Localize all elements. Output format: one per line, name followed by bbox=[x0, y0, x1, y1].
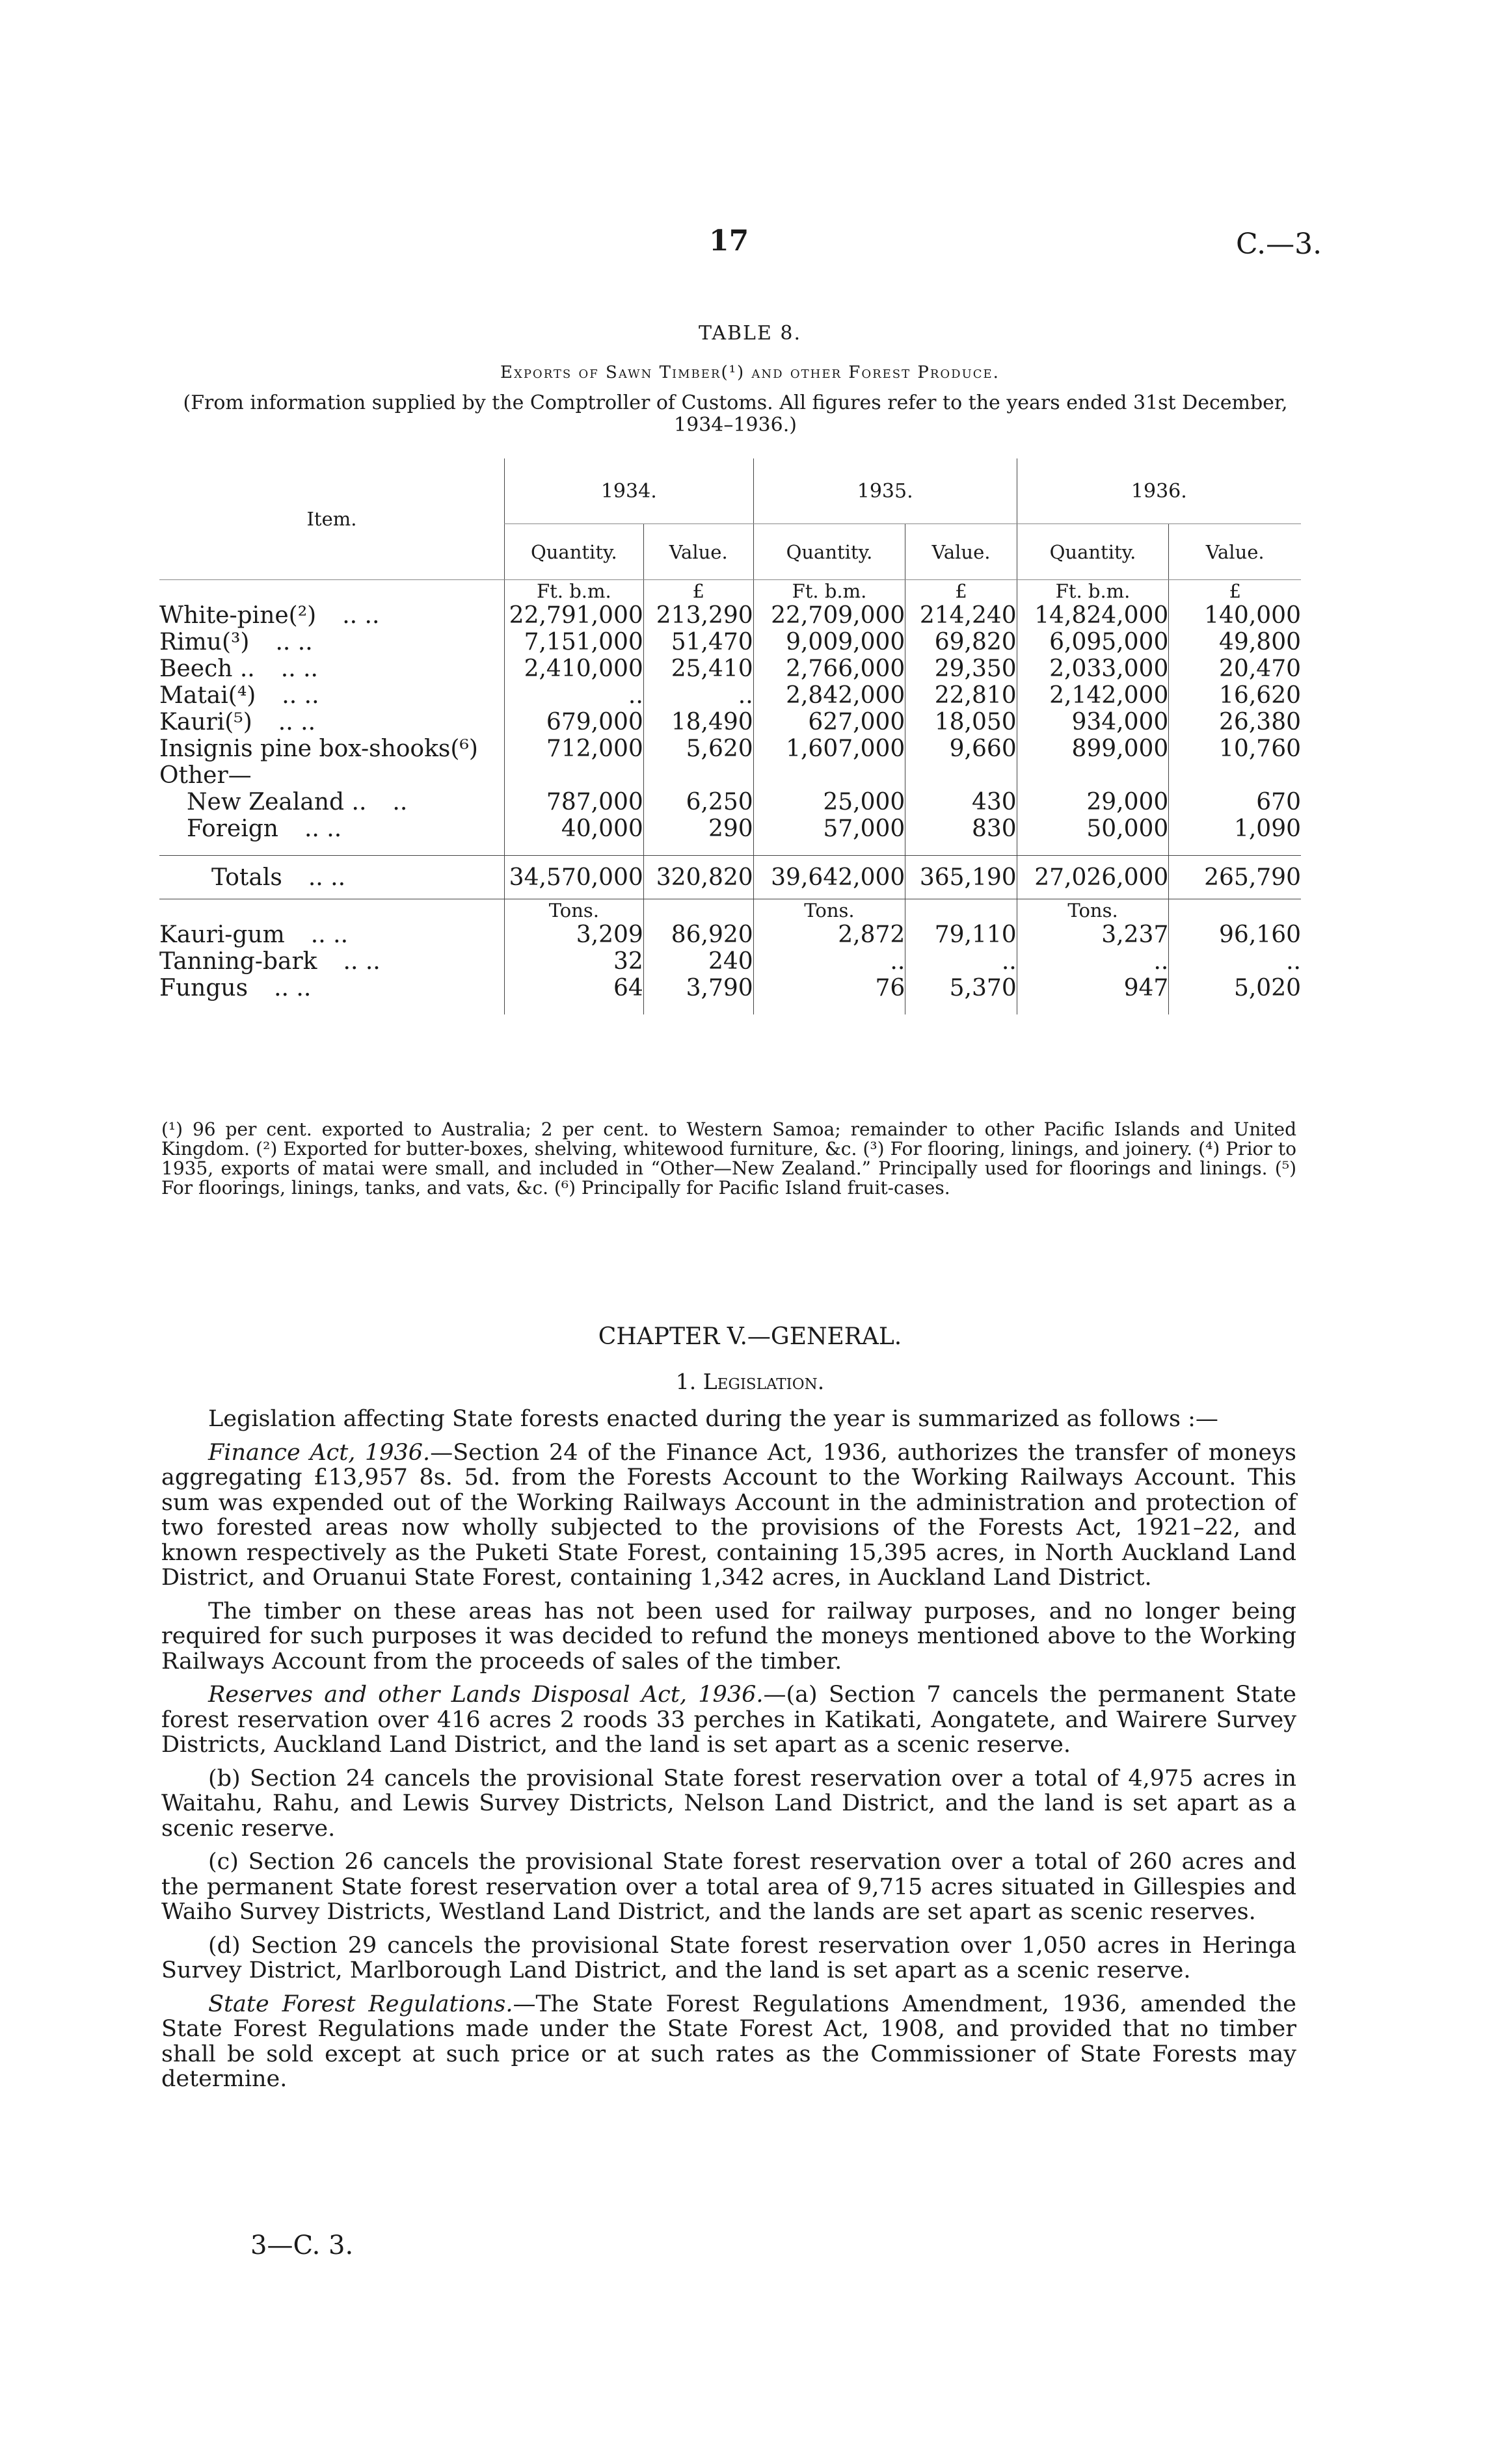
cell-v1935: 365,190 bbox=[905, 856, 1017, 899]
cell-v1936: 96,160 bbox=[1169, 921, 1301, 948]
spacer bbox=[1017, 1001, 1169, 1014]
spacer bbox=[753, 1001, 905, 1014]
row-label-text: New Zealand .. bbox=[187, 789, 367, 815]
row-label-text: Kauri-gum bbox=[159, 921, 285, 948]
year-1934-header: 1934. bbox=[504, 458, 753, 524]
cell-v1936: .. bbox=[1169, 948, 1301, 975]
row-label-text: Tanning-bark bbox=[159, 948, 317, 975]
empty-cell bbox=[1169, 762, 1301, 789]
cell-q1936: 3,237 bbox=[1017, 921, 1169, 948]
table-row bbox=[159, 921, 1301, 948]
cell-q1934: 7,151,000 bbox=[504, 629, 643, 656]
cell-v1934: 320,820 bbox=[643, 856, 753, 899]
cell-q1936: 2,142,000 bbox=[1017, 682, 1169, 709]
cell-q1935: 22,709,000 bbox=[753, 602, 905, 629]
value-unit: £ bbox=[905, 580, 1017, 603]
cell-v1934: 290 bbox=[643, 815, 753, 842]
cell-q1935: 2,872 bbox=[753, 921, 905, 948]
table-row bbox=[159, 948, 1301, 975]
value-unit: £ bbox=[1169, 580, 1301, 603]
row-label-text: Foreign bbox=[187, 815, 278, 842]
spacer bbox=[159, 1001, 504, 1014]
table-row bbox=[159, 709, 1301, 735]
row-label-text: Rimu(³) bbox=[159, 629, 250, 656]
paragraph-c: (c) Section 26 cancels the provisional State forest reservation over a total of 260 acres and the permanent State forest reservation over a total area of 9,715 acres situated in Gillespies and Waiho Survey Districts, Westland Land District, and the lands are set apart as scenic reserves. bbox=[161, 1849, 1296, 1925]
paragraph-text: —The State Forest Regulations Amendment, 1936, amended the State Forest Regulations made under the State Forest Act, 1908, and provided that no timber shall be sold except at such price or at such rates as the Commissioner of State Forests may determine. bbox=[161, 1991, 1296, 2092]
cell-q1934: 40,000 bbox=[504, 815, 643, 842]
cell-v1935: 18,050 bbox=[905, 709, 1017, 735]
signature-mark: 3—C. 3. bbox=[250, 2231, 354, 2260]
cell-v1936: 16,620 bbox=[1169, 682, 1301, 709]
cell-v1934: 18,490 bbox=[643, 709, 753, 735]
year-header-row bbox=[159, 458, 1301, 524]
cell-v1935: 9,660 bbox=[905, 735, 1017, 762]
document-reference: C.—3. bbox=[1236, 228, 1322, 261]
leader-dots: .. .. bbox=[310, 921, 349, 948]
leader-dots: .. .. bbox=[342, 602, 380, 629]
spacer bbox=[905, 1001, 1017, 1014]
cell-q1934: 2,410,000 bbox=[504, 656, 643, 682]
empty-cell bbox=[504, 762, 643, 789]
cell-q1936: 29,000 bbox=[1017, 789, 1169, 815]
paragraph-finance-act bbox=[161, 1440, 1296, 1591]
units-spacer bbox=[159, 580, 504, 603]
spacer bbox=[1169, 842, 1301, 856]
cell-q1936: 14,824,000 bbox=[1017, 602, 1169, 629]
paragraph-timber: The timber on these areas has not been used for railway purposes, and no longer being required for such purposes it was decided to refund the moneys mentioned above to the Working Railways Account from the proceeds of sales of the timber. bbox=[161, 1598, 1296, 1675]
chapter-heading: CHAPTER V.—GENERAL. bbox=[598, 1323, 902, 1350]
table-subtitle: Exports of Sawn Timber(¹) and other Forest Produce. bbox=[500, 363, 1000, 382]
table-row bbox=[159, 735, 1301, 762]
value-header: Value. bbox=[1169, 524, 1301, 580]
units-row bbox=[159, 899, 1301, 922]
table-row bbox=[159, 975, 1301, 1001]
table-row bbox=[159, 602, 1301, 629]
quantity-unit: Tons. bbox=[1017, 899, 1169, 922]
quantity-unit: Tons. bbox=[753, 899, 905, 922]
leader-dots: .. .. bbox=[343, 948, 381, 975]
table-row bbox=[159, 656, 1301, 682]
exports-table bbox=[159, 458, 1301, 1014]
value-unit bbox=[1169, 899, 1301, 922]
leader-dots: .. bbox=[392, 789, 408, 815]
item-header: Item. bbox=[159, 458, 504, 580]
empty-cell bbox=[1017, 762, 1169, 789]
row-label bbox=[159, 709, 504, 735]
units-spacer bbox=[159, 899, 504, 922]
cell-v1935: .. bbox=[905, 948, 1017, 975]
row-label bbox=[159, 948, 504, 975]
cell-v1935: 830 bbox=[905, 815, 1017, 842]
empty-cell bbox=[905, 762, 1017, 789]
row-label bbox=[159, 856, 504, 899]
paragraph-reserves-act bbox=[161, 1682, 1296, 1758]
cell-v1936: 20,470 bbox=[1169, 656, 1301, 682]
cell-q1935: 25,000 bbox=[753, 789, 905, 815]
chapter-body bbox=[161, 1407, 1296, 2100]
empty-cell bbox=[643, 762, 753, 789]
cell-q1936: 947 bbox=[1017, 975, 1169, 1001]
empty-cell bbox=[753, 762, 905, 789]
act-title: State Forest Regulations. bbox=[208, 1991, 513, 2017]
cell-v1934: 86,920 bbox=[643, 921, 753, 948]
row-label-text: Matai(⁴) bbox=[159, 682, 256, 709]
cell-q1934: 679,000 bbox=[504, 709, 643, 735]
row-label-text: Fungus bbox=[159, 975, 248, 1001]
table-row bbox=[159, 682, 1301, 709]
row-label: Other— bbox=[159, 762, 252, 789]
cell-v1935: 79,110 bbox=[905, 921, 1017, 948]
spacer bbox=[643, 842, 753, 856]
row-label-text: White-pine(²) bbox=[159, 602, 317, 629]
totals-row bbox=[159, 856, 1301, 899]
cell-v1934: .. bbox=[643, 682, 753, 709]
cell-q1935: .. bbox=[753, 948, 905, 975]
quantity-unit: Tons. bbox=[504, 899, 643, 922]
table-row bbox=[159, 815, 1301, 842]
row-label bbox=[159, 815, 504, 842]
table-title: TABLE 8. bbox=[698, 322, 802, 345]
cell-q1934: 787,000 bbox=[504, 789, 643, 815]
cell-v1936: 670 bbox=[1169, 789, 1301, 815]
cell-v1936: 49,800 bbox=[1169, 629, 1301, 656]
row-label bbox=[159, 789, 504, 815]
cell-q1934: .. bbox=[504, 682, 643, 709]
cell-q1936: 899,000 bbox=[1017, 735, 1169, 762]
spacer bbox=[1169, 1001, 1301, 1014]
leader-dots: .. .. bbox=[304, 815, 342, 842]
cell-q1936: 2,033,000 bbox=[1017, 656, 1169, 682]
cell-v1935: 214,240 bbox=[905, 602, 1017, 629]
cell-q1934: 3,209 bbox=[504, 921, 643, 948]
cell-v1935: 69,820 bbox=[905, 629, 1017, 656]
cell-v1934: 240 bbox=[643, 948, 753, 975]
cell-v1934: 5,620 bbox=[643, 735, 753, 762]
spacer bbox=[905, 842, 1017, 856]
spacer-row bbox=[159, 842, 1301, 856]
quantity-header: Quantity. bbox=[1017, 524, 1169, 580]
act-title: Finance Act, 1936. bbox=[208, 1439, 431, 1466]
paragraph-d: (d) Section 29 cancels the provisional State forest reservation over 1,050 acres in Heringa Survey District, Marlborough Land District, and the land is set apart as a scenic reserve. bbox=[161, 1932, 1296, 1983]
cell-v1936: 26,380 bbox=[1169, 709, 1301, 735]
leader-dots: .. .. bbox=[275, 629, 313, 656]
row-label bbox=[159, 735, 504, 762]
row-label bbox=[159, 602, 504, 629]
row-label-text: Insignis pine box-shooks(⁶) bbox=[159, 735, 478, 762]
cell-q1935: 2,842,000 bbox=[753, 682, 905, 709]
paragraph-text: —(a) Section 7 cancels the permanent State forest reservation over 416 acres 2 roods 33 perches in Katikati, Aongatete, and Wairere Survey Districts, Auckland Land District, and the land is set apart as a scenic reserve. bbox=[161, 1682, 1296, 1758]
value-unit: £ bbox=[643, 580, 753, 603]
cell-q1936: 6,095,000 bbox=[1017, 629, 1169, 656]
leader-dots: .. .. bbox=[274, 975, 312, 1001]
paragraph-text: —Section 24 of the Finance Act, 1936, authorizes the transfer of moneys aggregating £13,957 8s. 5d. from the Forests Account to the Working Railways Account. This sum was expended out of the Working Railways Account in the administration and protection of two forested areas now wholly subjected to the provisions of the Forests Act, 1921–22, and known respectively as the Puketi State Forest, containing 15,395 acres, in North Auckland Land District, and Oruanui State Forest, containing 1,342 acres, in Auckland Land District. bbox=[161, 1439, 1296, 1591]
table-note: (From information supplied by the Comptroller of Customs. All figures refer to the years ended 31st December, 1934–1936.) bbox=[183, 391, 1288, 436]
row-label bbox=[159, 921, 504, 948]
leader-dots: .. .. bbox=[308, 864, 346, 891]
cell-v1934: 25,410 bbox=[643, 656, 753, 682]
cell-q1936: .. bbox=[1017, 948, 1169, 975]
quantity-unit: Ft. b.m. bbox=[504, 580, 643, 603]
cell-q1935: 627,000 bbox=[753, 709, 905, 735]
cell-q1934: 712,000 bbox=[504, 735, 643, 762]
row-label bbox=[159, 682, 504, 709]
cell-q1936: 27,026,000 bbox=[1017, 856, 1169, 899]
table-row bbox=[159, 789, 1301, 815]
cell-q1935: 57,000 bbox=[753, 815, 905, 842]
leader-dots: .. .. bbox=[280, 656, 318, 682]
units-row bbox=[159, 580, 1301, 603]
cell-v1934: 51,470 bbox=[643, 629, 753, 656]
cell-q1934: 64 bbox=[504, 975, 643, 1001]
cell-v1936: 5,020 bbox=[1169, 975, 1301, 1001]
cell-q1934: 32 bbox=[504, 948, 643, 975]
spacer-row bbox=[159, 1001, 1301, 1014]
spacer bbox=[504, 1001, 643, 1014]
quantity-header: Quantity. bbox=[753, 524, 905, 580]
value-header: Value. bbox=[643, 524, 753, 580]
cell-v1934: 213,290 bbox=[643, 602, 753, 629]
year-1936-header: 1936. bbox=[1017, 458, 1301, 524]
page-number: 17 bbox=[709, 224, 749, 258]
leader-dots: .. .. bbox=[282, 682, 319, 709]
cell-q1936: 50,000 bbox=[1017, 815, 1169, 842]
quantity-unit: Ft. b.m. bbox=[753, 580, 905, 603]
paragraph-intro: Legislation affecting State forests enacted during the year is summarized as follows :— bbox=[208, 1406, 1218, 1432]
cell-q1935: 2,766,000 bbox=[753, 656, 905, 682]
row-label-text: Kauri(⁵) bbox=[159, 709, 252, 735]
cell-v1936: 1,090 bbox=[1169, 815, 1301, 842]
value-unit bbox=[905, 899, 1017, 922]
cell-v1936: 265,790 bbox=[1169, 856, 1301, 899]
table-footnotes: (¹) 96 per cent. exported to Australia; 2 per cent. to Western Samoa; remainder to other Pacific Islands and United Kingdom. (²) Exported for butter-boxes, shelving, whitewood furniture, &c. (³) For flooring, linings, and joinery. (⁴) Prior to 1935, exports of matai were small, and included in “Other—New Zealand.” Principally used for floorings and linings. (⁵) For floorings, linings, tanks, and vats, &c. (⁶) Principally for Pacific Island fruit-cases. bbox=[161, 1119, 1296, 1199]
cell-q1936: 934,000 bbox=[1017, 709, 1169, 735]
cell-q1935: 76 bbox=[753, 975, 905, 1001]
row-label bbox=[159, 656, 504, 682]
cell-q1934: 34,570,000 bbox=[504, 856, 643, 899]
cell-q1934: 22,791,000 bbox=[504, 602, 643, 629]
cell-v1934: 3,790 bbox=[643, 975, 753, 1001]
row-label-text: Beech .. bbox=[159, 656, 255, 682]
spacer bbox=[1017, 842, 1169, 856]
cell-v1934: 6,250 bbox=[643, 789, 753, 815]
cell-q1935: 39,642,000 bbox=[753, 856, 905, 899]
quantity-unit: Ft. b.m. bbox=[1017, 580, 1169, 603]
spacer bbox=[753, 842, 905, 856]
cell-v1935: 430 bbox=[905, 789, 1017, 815]
quantity-header: Quantity. bbox=[504, 524, 643, 580]
row-label bbox=[159, 975, 504, 1001]
spacer bbox=[504, 842, 643, 856]
paragraph-regulations bbox=[161, 1992, 1296, 2092]
cell-v1936: 10,760 bbox=[1169, 735, 1301, 762]
cell-q1935: 1,607,000 bbox=[753, 735, 905, 762]
cell-v1935: 22,810 bbox=[905, 682, 1017, 709]
spacer bbox=[159, 842, 504, 856]
value-header: Value. bbox=[905, 524, 1017, 580]
cell-v1935: 5,370 bbox=[905, 975, 1017, 1001]
table-row bbox=[159, 629, 1301, 656]
act-title: Reserves and other Lands Disposal Act, 1936. bbox=[208, 1682, 764, 1708]
paragraph-b: (b) Section 24 cancels the provisional State forest reservation over a total of 4,975 acres in Waitahu, Rahu, and Lewis Survey Districts, Nelson Land District, and the land is set apart as a scenic reserve. bbox=[161, 1765, 1296, 1842]
value-unit bbox=[643, 899, 753, 922]
spacer bbox=[643, 1001, 753, 1014]
cell-q1935: 9,009,000 bbox=[753, 629, 905, 656]
section-heading: 1. Legislation. bbox=[675, 1369, 825, 1394]
row-label bbox=[159, 629, 504, 656]
cell-v1935: 29,350 bbox=[905, 656, 1017, 682]
year-1935-header: 1935. bbox=[753, 458, 1017, 524]
row-label-text: Totals bbox=[211, 864, 282, 891]
other-heading-row bbox=[159, 762, 1301, 789]
leader-dots: .. .. bbox=[278, 709, 316, 735]
cell-v1936: 140,000 bbox=[1169, 602, 1301, 629]
